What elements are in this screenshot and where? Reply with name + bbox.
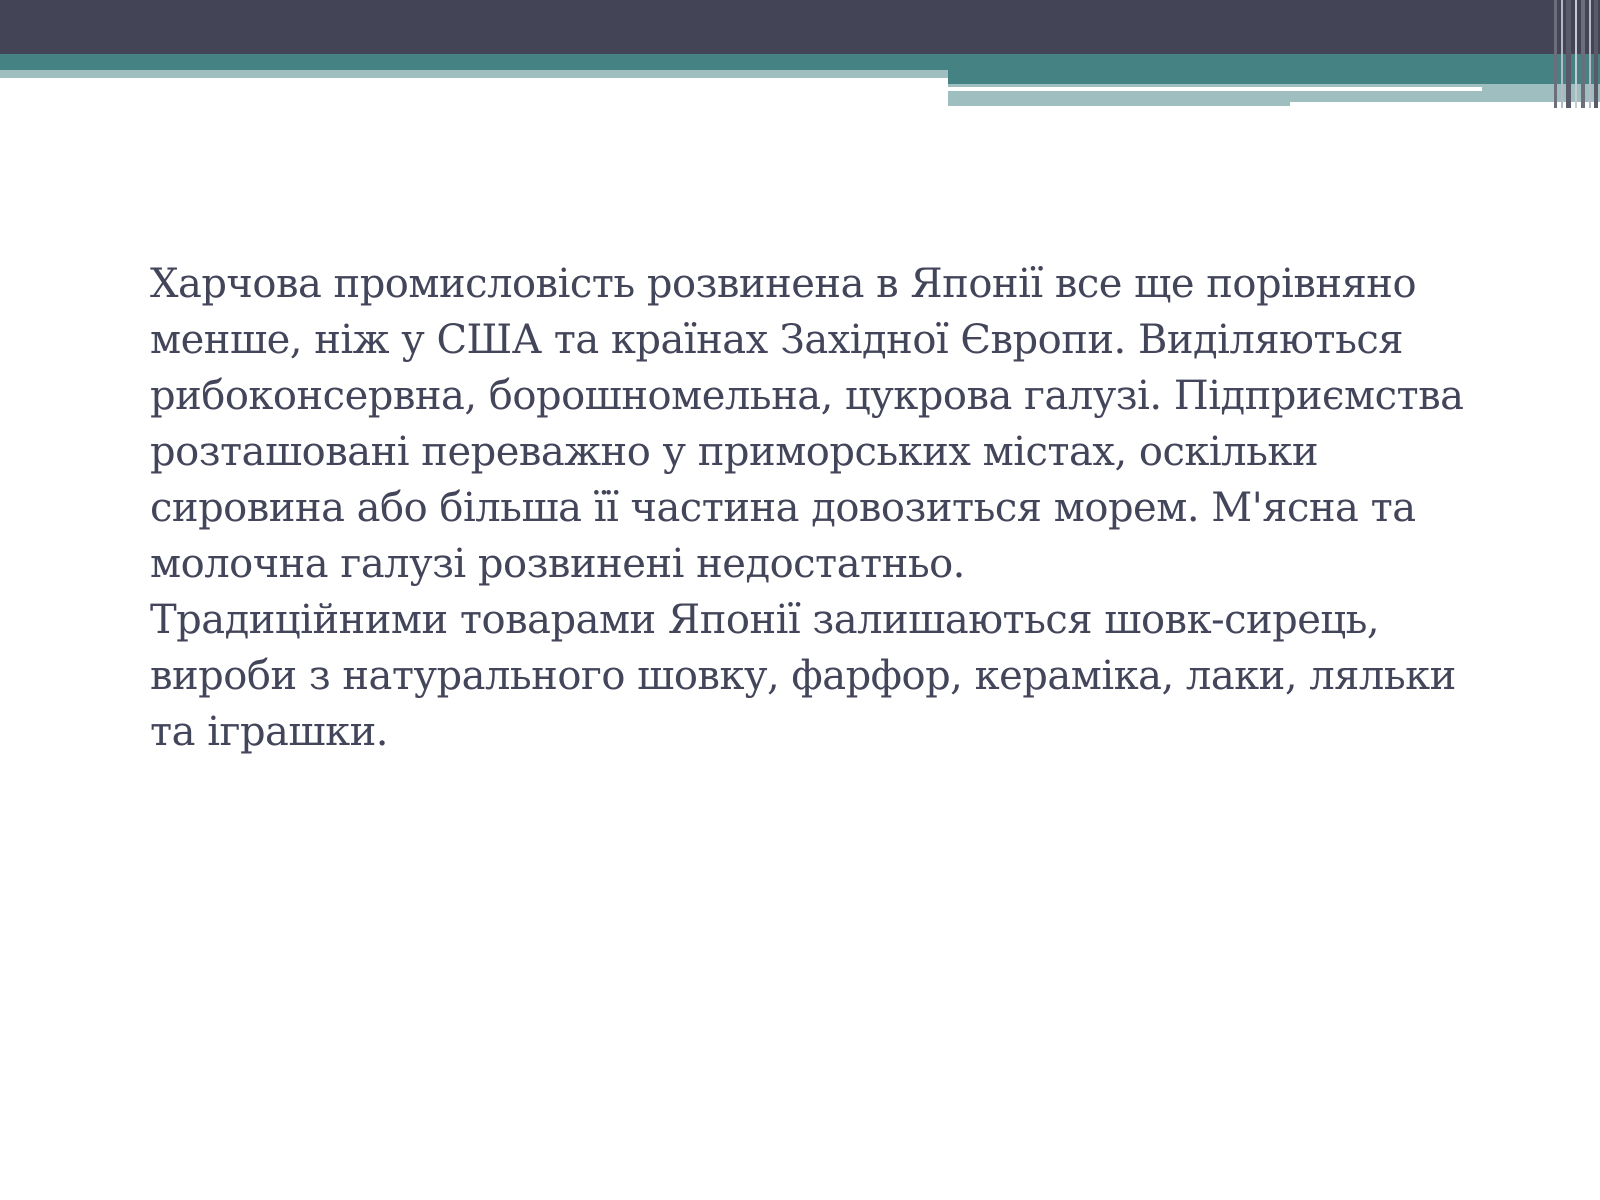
edge-stripe bbox=[1561, 0, 1563, 108]
edge-stripe bbox=[1575, 0, 1577, 108]
header-teal-bar bbox=[0, 54, 1600, 70]
edge-stripe bbox=[1581, 0, 1585, 108]
header-light-bar-left bbox=[0, 70, 948, 78]
edge-stripe bbox=[1589, 0, 1591, 108]
header-dark-bar bbox=[0, 0, 1600, 54]
slide-body-text bbox=[150, 256, 1480, 760]
header-teal-bar-right bbox=[948, 70, 1600, 84]
paragraph-traditional-goods: Традиційними товарами Японії залишаються шовк-сирець, вироби з натурального шовку, фарфор, кераміка, лаки, ляльки та іграшки. bbox=[150, 597, 1456, 755]
header-white-line bbox=[948, 87, 1482, 91]
edge-stripe bbox=[1554, 0, 1557, 108]
paragraph-food-industry: Харчова промисловість розвинена в Японії все ще порівняно менше, ніж у США та країнах Західної Європи. Виділяються рибоконсервна, борошномельна, цукрова галузі. Підприємства розташовані переважно у приморських містах, оскільки сировина або більша її частина довозиться морем. М'ясна та молочна галузі розвинені недостатньо. bbox=[150, 261, 1464, 587]
edge-stripe bbox=[1566, 0, 1571, 108]
edge-stripe bbox=[1594, 0, 1598, 108]
